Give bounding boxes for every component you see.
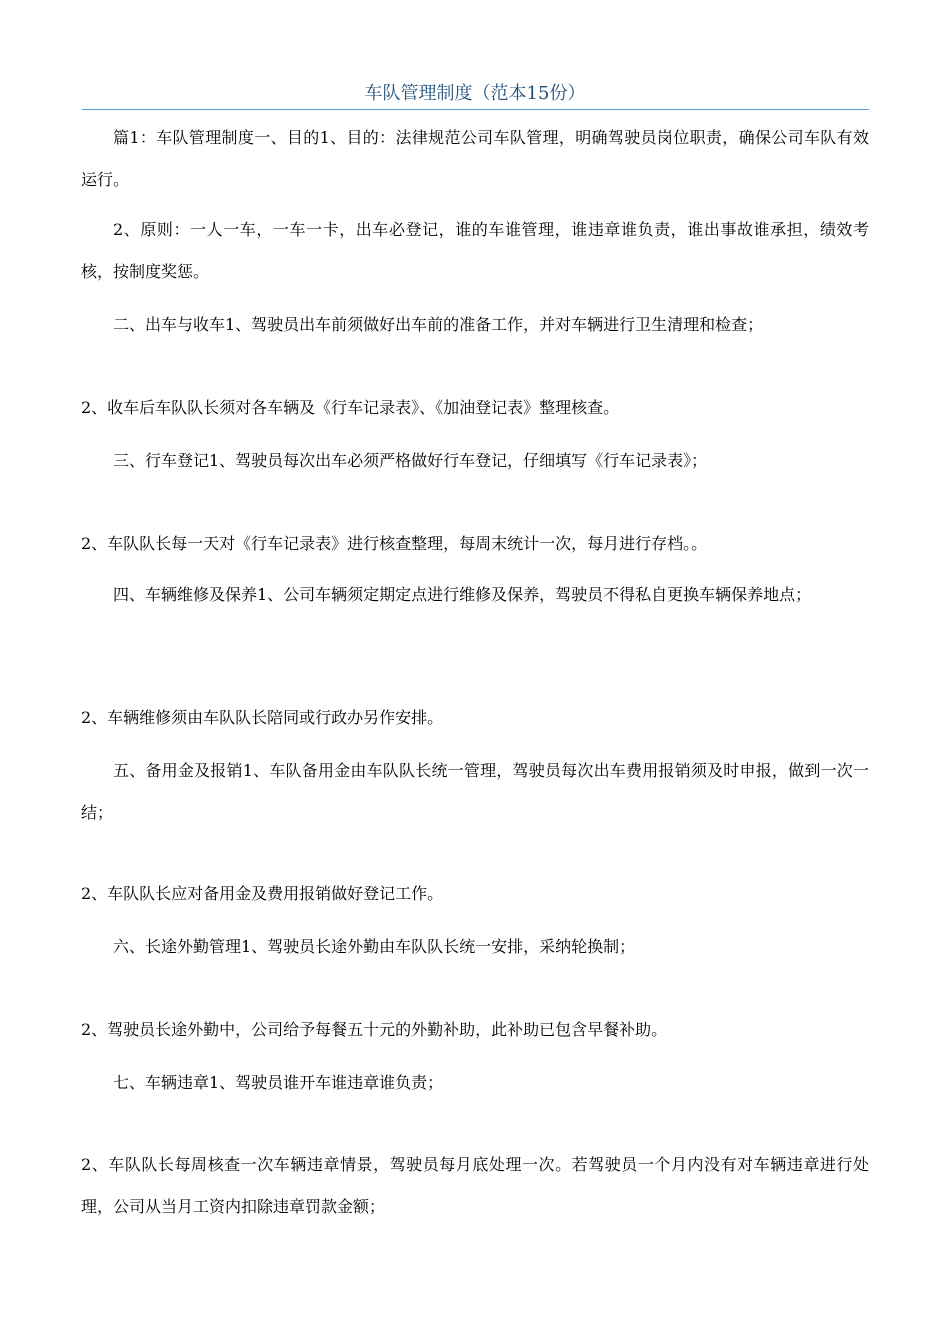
paragraph-9: 五、备用金及报销1、车队备用金由车队队长统一管理，驾驶员每次出车费用报销须及时申报，做到一次一结；: [81, 761, 869, 822]
paragraph-13: 七、车辆违章1、驾驶员谁开车谁违章谁负责；: [113, 1073, 444, 1092]
paragraph-5: 三、行车登记1、驾驶员每次出车必须严格做好行车登记，仔细填写《行车记录表》；: [113, 451, 708, 470]
paragraph-11: 六、长途外勤管理1、驾驶员长途外勤由车队队长统一安排，采纳轮换制；: [113, 937, 636, 956]
paragraph-2: 2、原则：一人一车，一车一卡，出车必登记，谁的车谁管理，谁违章谁负责，谁出事故谁承担，绩效考核，按制度奖惩。: [81, 220, 869, 281]
paragraph-14: 2、车队队长每周核查一次车辆违章情景，驾驶员每月底处理一次。若驾驶员一个月内没有对车辆违章进行处理，公司从当月工资内扣除违章罚款金额；: [81, 1155, 869, 1216]
title-underline: [82, 109, 869, 110]
document-title: 车队管理制度（范本15份）: [364, 83, 586, 104]
paragraph-10: 2、车队队长应对备用金及费用报销做好登记工作。: [81, 884, 444, 903]
paragraph-12: 2、驾驶员长途外勤中，公司给予每餐五十元的外勤补助，此补助已包含早餐补助。: [81, 1020, 668, 1039]
paragraph-3: 二、出车与收车1、驾驶员出车前须做好出车前的准备工作，并对车辆进行卫生清理和检查；: [113, 315, 764, 334]
paragraph-8: 2、车辆维修须由车队队长陪同或行政办另作安排。: [81, 708, 444, 727]
paragraph-1: 篇1：车队管理制度一、目的1、目的：法律规范公司车队管理，明确驾驶员岗位职责，确保公司车队有效运行。: [81, 128, 869, 189]
paragraph-4: 2、收车后车队队长须对各车辆及《行车记录表》、《加油登记表》整理核查。: [81, 398, 620, 417]
paragraph-6: 2、车队队长每一天对《行车记录表》进行核查整理，每周末统计一次，每月进行存档。。: [81, 534, 708, 553]
paragraph-7: 四、车辆维修及保养1、公司车辆须定期定点进行维修及保养，驾驶员不得私自更换车辆保养地点；: [113, 585, 812, 604]
